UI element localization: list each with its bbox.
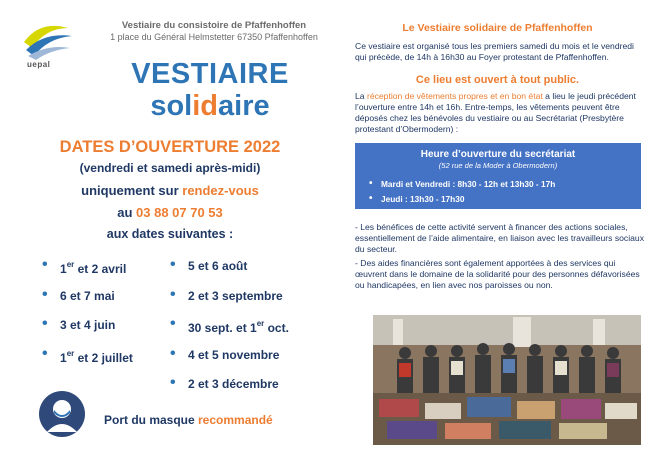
list-item: • 6 et 7 mai bbox=[42, 289, 133, 319]
secretariat-box bbox=[355, 143, 641, 209]
phone-prefix: au bbox=[117, 205, 137, 220]
mask-recommendation bbox=[104, 413, 273, 427]
dates-intro: aux dates suivantes : bbox=[106, 227, 234, 241]
title-part-id: id bbox=[192, 90, 219, 122]
list-item: • 30 sept. et 1er oct. bbox=[170, 318, 289, 348]
title-vestiaire: VESTIAIRE bbox=[131, 58, 289, 90]
org-name: Vestiaire du consistoire de Pfaffenhoffen bbox=[121, 20, 307, 31]
logo-label: uepal bbox=[27, 60, 51, 69]
phone-line bbox=[0, 205, 340, 220]
info-benefits: - Les bénéfices de cette activité servent à financer des actions sociales, essentiellement de l’aide alimentaire, en liaison avec les travailleurs sociaux du secteur. bbox=[355, 222, 644, 254]
volunteers-photo bbox=[373, 315, 641, 445]
info-title: Le Vestiaire solidaire de Pfaffenhoffen bbox=[402, 22, 593, 34]
list-item: • 1er et 2 avril bbox=[42, 259, 133, 289]
rdv-highlight: rendez-vous bbox=[182, 183, 259, 198]
info-aid: - Des aides financières sont également apportées à des services qui œuvrent dans le domaine de la solidarité pour des personnes défavorisées ou handicapées, en lien avec nos paroisses ou non. bbox=[355, 258, 640, 290]
secretariat-title: Heure d’ouverture du secrétariat bbox=[420, 149, 576, 160]
title-part-aire: aire bbox=[218, 90, 270, 122]
list-item: • 1er et 2 juillet bbox=[42, 348, 133, 378]
title-solidaire bbox=[80, 90, 340, 123]
phone-number: 03 88 07 70 53 bbox=[136, 205, 223, 220]
mask-person-icon bbox=[38, 390, 86, 438]
list-item: • 5 et 6 août bbox=[170, 259, 289, 289]
mask-text-prefix: Port du masque bbox=[104, 413, 199, 427]
mask-text-highlight: recommandé bbox=[198, 413, 273, 427]
info-open-public: Ce lieu est ouvert à tout public. bbox=[415, 74, 580, 86]
secretariat-address: (52 rue de la Moder à Obermodern) bbox=[438, 161, 558, 170]
dates-title: DATES D’OUVERTURE 2022 bbox=[59, 138, 281, 156]
appointment-line bbox=[0, 183, 340, 198]
dates-subtitle: (vendredi et samedi après-midi) bbox=[79, 161, 261, 175]
org-address: 1 place du Général Helmstetter 67350 Pfaffenhoffen bbox=[110, 32, 318, 42]
info-panel bbox=[343, 0, 652, 458]
dates-list-left bbox=[42, 259, 133, 377]
list-item: • 4 et 5 novembre bbox=[170, 348, 289, 378]
secretariat-hours-1: • Mardi et Vendredi : 8h30 - 12h et 13h30 - 17h bbox=[381, 179, 555, 189]
title-part-sol: sol bbox=[150, 90, 193, 122]
list-item: • 2 et 3 décembre bbox=[170, 377, 289, 407]
info-reception: La réception de vêtements propres et en bon état a lieu le jeudi précédent l’ouverture entre 14h et 16h. Entre-temps, les vêtements peuvent être déposés chez les bénévoles du vestiaire ou au Secrétariat (Presbytère protestant d’Obermodern) : bbox=[355, 91, 636, 134]
list-item: • 3 et 4 juin bbox=[42, 318, 133, 348]
rdv-prefix: uniquement sur bbox=[81, 183, 183, 198]
list-item: • 2 et 3 septembre bbox=[170, 289, 289, 319]
info-intro: Ce vestiaire est organisé tous les premiers samedi du mois et le vendredi qui précède, de 14h à 16h30 au Foyer protestant de Pfaffenhoffen. bbox=[355, 41, 634, 62]
dates-list-right bbox=[170, 259, 289, 407]
secretariat-hours-2: • Jeudi : 13h30 - 17h30 bbox=[381, 194, 464, 204]
